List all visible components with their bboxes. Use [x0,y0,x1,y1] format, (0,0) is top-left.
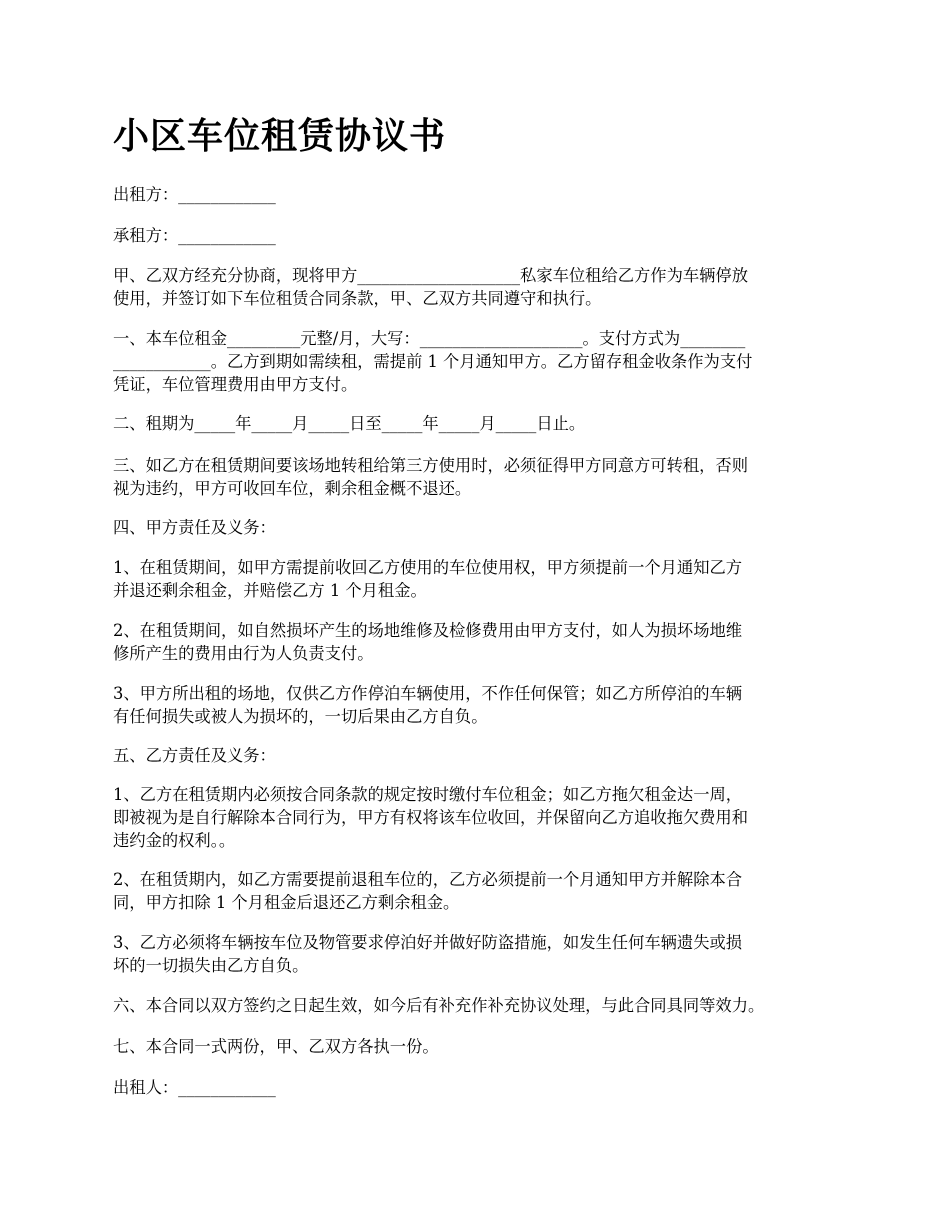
clause-4-item-3: 3、甲方所出租的场地，仅供乙方作停泊车辆使用，不作任何保管；如乙方所停泊的车辆 有任何损失或被人为损坏的，一切后果由乙方自负。 [113,684,743,726]
clause-6-effect: 六、本合同以双方签约之日起生效，如今后有补充作补充协议处理，与此合同具同等效力。 [113,996,765,1015]
clause-1-rent: 一、本车位租金_________元整/月，大写：____________________。支付方式为________ ____________。乙方到期如需续租，需提前 1 个月通知甲方。乙方留存租金收条作为支付 凭证，车位管理费用由甲方支付。 [113,329,753,394]
clause-4-item-2: 2、在租赁期间，如自然损坏产生的场地维修及检修费用由甲方支付，如人为损坏场地维 修所产生的费用由行为人负责支付。 [113,621,743,663]
clause-3-sublease: 三、如乙方在租赁期间要该场地转租给第三方使用时，必须征得甲方同意方可转租，否则 视为违约，甲方可收回车位，剩余租金概不退还。 [113,456,748,498]
clause-7-copies: 七、本合同一式两份，甲、乙双方各执一份。 [113,1037,439,1056]
clause-5-item-1: 1、乙方在租赁期内必须按合同条款的规定按时缴付车位租金；如乙方拖欠租金达一周， 即被视为是自行解除本合同行为，甲方有权将该车位收回，并保留向乙方追收拖欠费用和 违约金的权利。。 [113,785,748,850]
clause-5-item-3: 3、乙方必须将车辆按车位及物管要求停泊好并做好防盗措施，如发生任何车辆遗失或损 坏的一切损失由乙方自负。 [113,933,743,975]
lessor-line: 出租方：____________ [113,185,276,204]
clause-4-heading: 四、甲方责任及义务： [113,518,276,537]
preamble-paragraph: 甲、乙双方经充分协商，现将甲方____________________私家车位租给乙方作为车辆停放 使用，并签订如下车位租赁合同条款，甲、乙双方共同遵守和执行。 [113,266,748,308]
clause-5-item-2: 2、在租赁期内，如乙方需要提前退租车位的，乙方必须提前一个月通知甲方并解除本合 同，甲方扣除 1 个月租金后退还乙方剩余租金。 [113,870,743,912]
clause-2-term: 二、租期为_____年_____月_____日至_____年_____月_____日止。 [113,414,586,433]
lessor-signature-line: 出租人：____________ [113,1078,276,1097]
clause-5-heading: 五、乙方责任及义务： [113,746,276,765]
clause-4-item-1: 1、在租赁期间，如甲方需提前收回乙方使用的车位使用权，甲方须提前一个月通知乙方 并退还剩余租金，并赔偿乙方 1 个月租金。 [113,558,743,600]
lessee-line: 承租方：____________ [113,226,276,245]
document-title: 小区车位租赁协议书 [113,115,447,157]
